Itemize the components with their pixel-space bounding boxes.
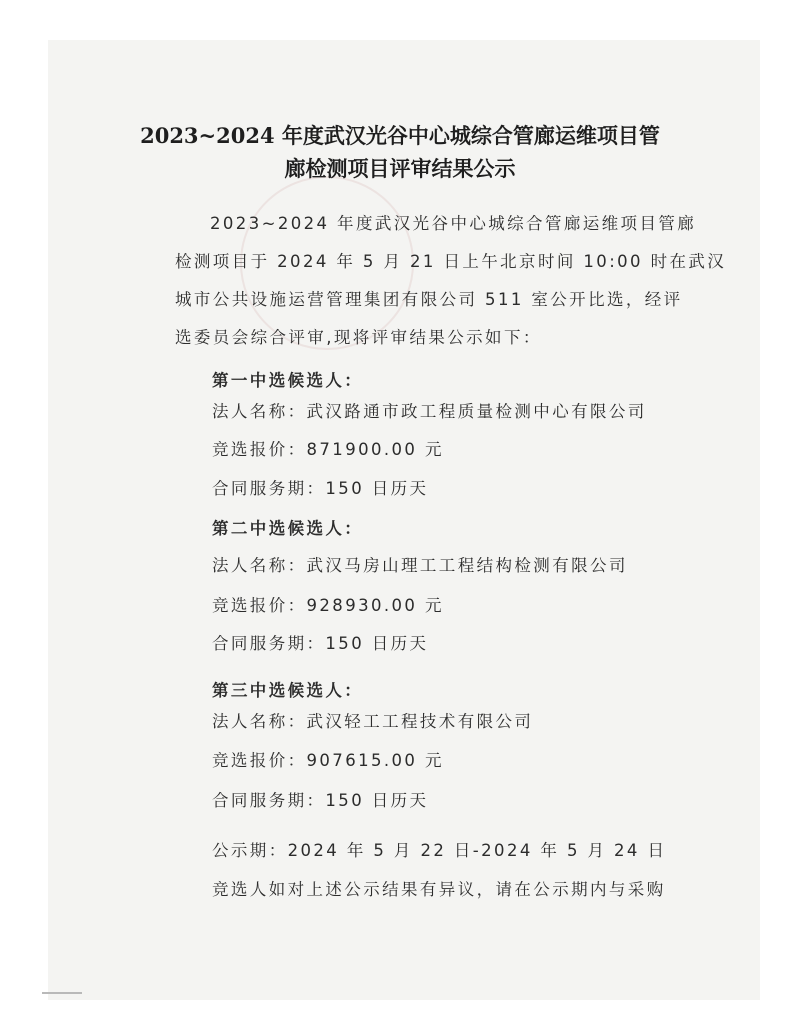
objection-text: 竞选人如对上述公示结果有异议，请在公示期内与采购 [212, 880, 666, 899]
candidate-3-period: 合同服务期：150 日历天 [212, 791, 429, 810]
candidate-1-period: 合同服务期：150 日历天 [212, 479, 429, 498]
candidate-2-heading: 第二中选候选人： [212, 519, 364, 538]
candidate-2-name: 法人名称：武汉马房山理工工程结构检测有限公司 [212, 556, 628, 575]
intro-line: 选委员会综合评审,现将评审结果公示如下： [175, 328, 542, 347]
candidate-1-name: 法人名称：武汉路通市政工程质量检测中心有限公司 [212, 402, 647, 421]
intro-line: 2023~2024 年度武汉光谷中心城综合管廊运维项目管廊 [210, 214, 697, 233]
candidate-2-period: 合同服务期：150 日历天 [212, 634, 429, 653]
candidate-1-price: 竞选报价：871900.00 元 [212, 440, 444, 459]
candidate-3-heading: 第三中选候选人： [212, 681, 364, 700]
candidate-1-heading: 第一中选候选人： [212, 371, 364, 390]
candidate-2-price: 竞选报价：928930.00 元 [212, 596, 444, 615]
notice-period: 公示期：2024 年 5 月 22 日-2024 年 5 月 24 日 [212, 841, 667, 860]
scan-edge-mark [42, 992, 82, 994]
intro-line: 检测项目于 2024 年 5 月 21 日上午北京时间 10:00 时在武汉 [175, 252, 727, 271]
candidate-3-name: 法人名称：武汉轻工工程技术有限公司 [212, 712, 534, 731]
document-title-line1: 2023~2024 年度武汉光谷中心城综合管廊运维项目管 [140, 123, 660, 148]
intro-line: 城市公共设施运营管理集团有限公司 511 室公开比选，经评 [175, 290, 683, 309]
document-title-line2: 廊检测项目评审结果公示 [284, 156, 516, 181]
candidate-3-price: 竞选报价：907615.00 元 [212, 751, 444, 770]
